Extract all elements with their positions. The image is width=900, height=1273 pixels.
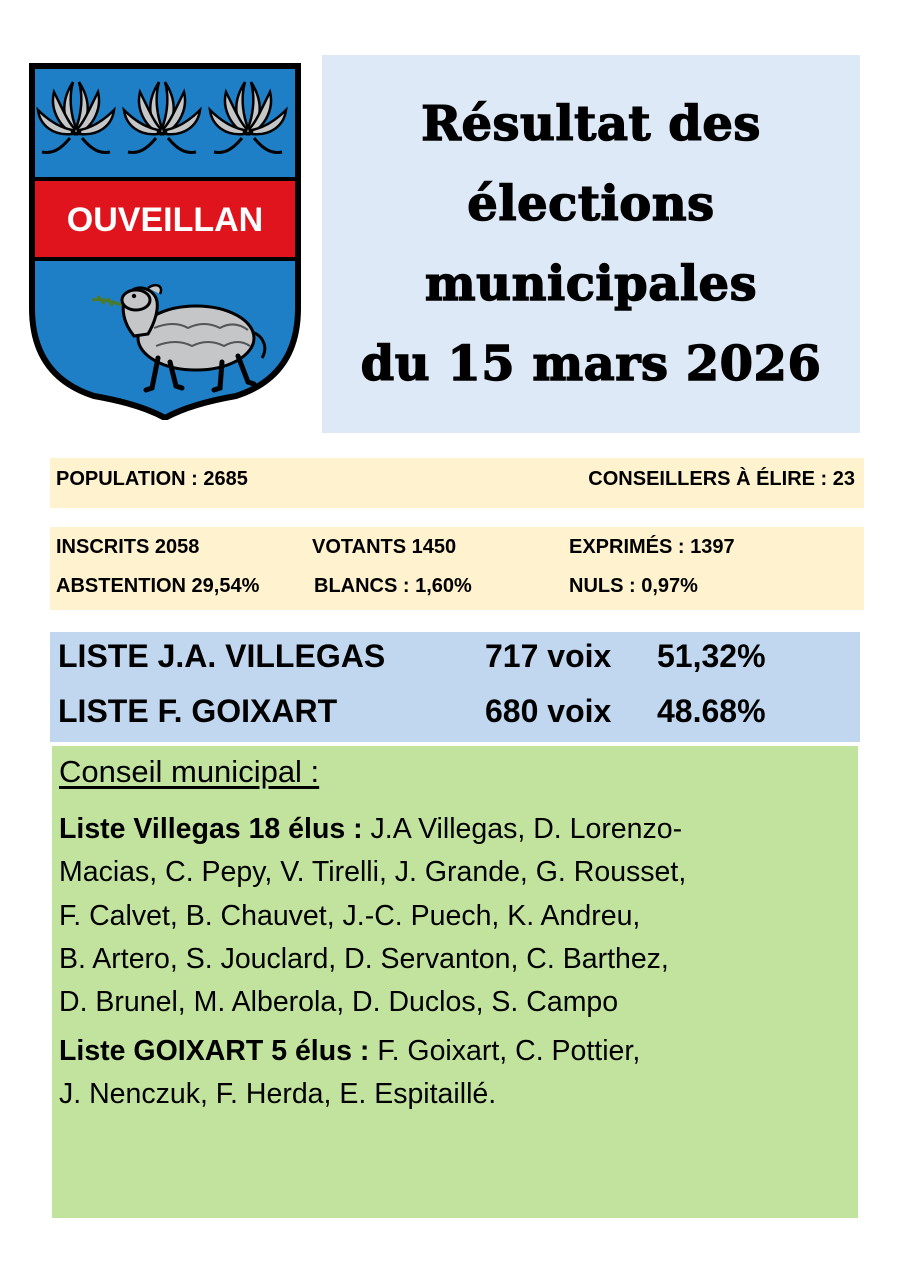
villegas-list-label: Liste Villegas 18 élus : [59,813,363,845]
villegas-names-line: F. Calvet, B. Chauvet, J.-C. Puech, K. Andreu, [59,899,641,932]
registered-value: INSCRITS 2058 [56,536,200,558]
title-box [322,55,860,433]
percent-villegas: 51,32% [657,638,766,674]
goixart-names-line: F. Goixart, C. Pottier, [369,1035,641,1067]
title-line: Résultat des [421,96,761,152]
villegas-elected-list [59,808,849,1024]
title-line: du 15 mars 2026 [360,336,822,392]
councillors-value: CONSEILLERS À ÉLIRE : 23 [588,468,855,490]
crest-town-name: OUVEILLAN [66,201,264,239]
list-name-villegas: LISTE J.A. VILLEGAS [58,638,386,674]
goixart-elected-list [59,1030,849,1117]
title-line: municipales [424,256,758,312]
stats-band [50,527,864,610]
villegas-names-line: Macias, C. Pepy, V. Tirelli, J. Grande, G. Rousset, [59,856,687,889]
villegas-names-line: J.A Villegas, D. Lorenzo- [362,813,683,845]
population-value: POPULATION : 2685 [56,468,248,490]
percent-goixart: 48.68% [657,693,766,729]
title-line: élections [467,176,715,232]
expressed-value: EXPRIMÉS : 1397 [569,536,735,558]
invalid-value: NULS : 0,97% [569,575,698,597]
abstention-value: ABSTENTION 29,54% [56,575,260,597]
results-box [50,632,860,742]
votes-goixart: 680 voix [485,693,612,729]
summary-band [50,458,864,508]
goixart-names-line: J. Nenczuk, F. Herda, E. Espitaillé. [59,1078,497,1111]
villegas-names-line: B. Artero, S. Jouclard, D. Servanton, C. Barthez, [59,942,669,975]
villegas-names-line: D. Brunel, M. Alberola, D. Duclos, S. Campo [59,986,619,1019]
blank-value: BLANCS : 1,60% [314,575,472,597]
votes-villegas: 717 voix [485,638,612,674]
ouveillan-coat-of-arms [24,58,306,420]
list-name-goixart: LISTE F. GOIXART [58,693,338,729]
voters-value: VOTANTS 1450 [312,536,457,558]
council-heading: Conseil municipal : [59,754,320,789]
goixart-list-label: Liste GOIXART 5 élus : [59,1035,370,1067]
